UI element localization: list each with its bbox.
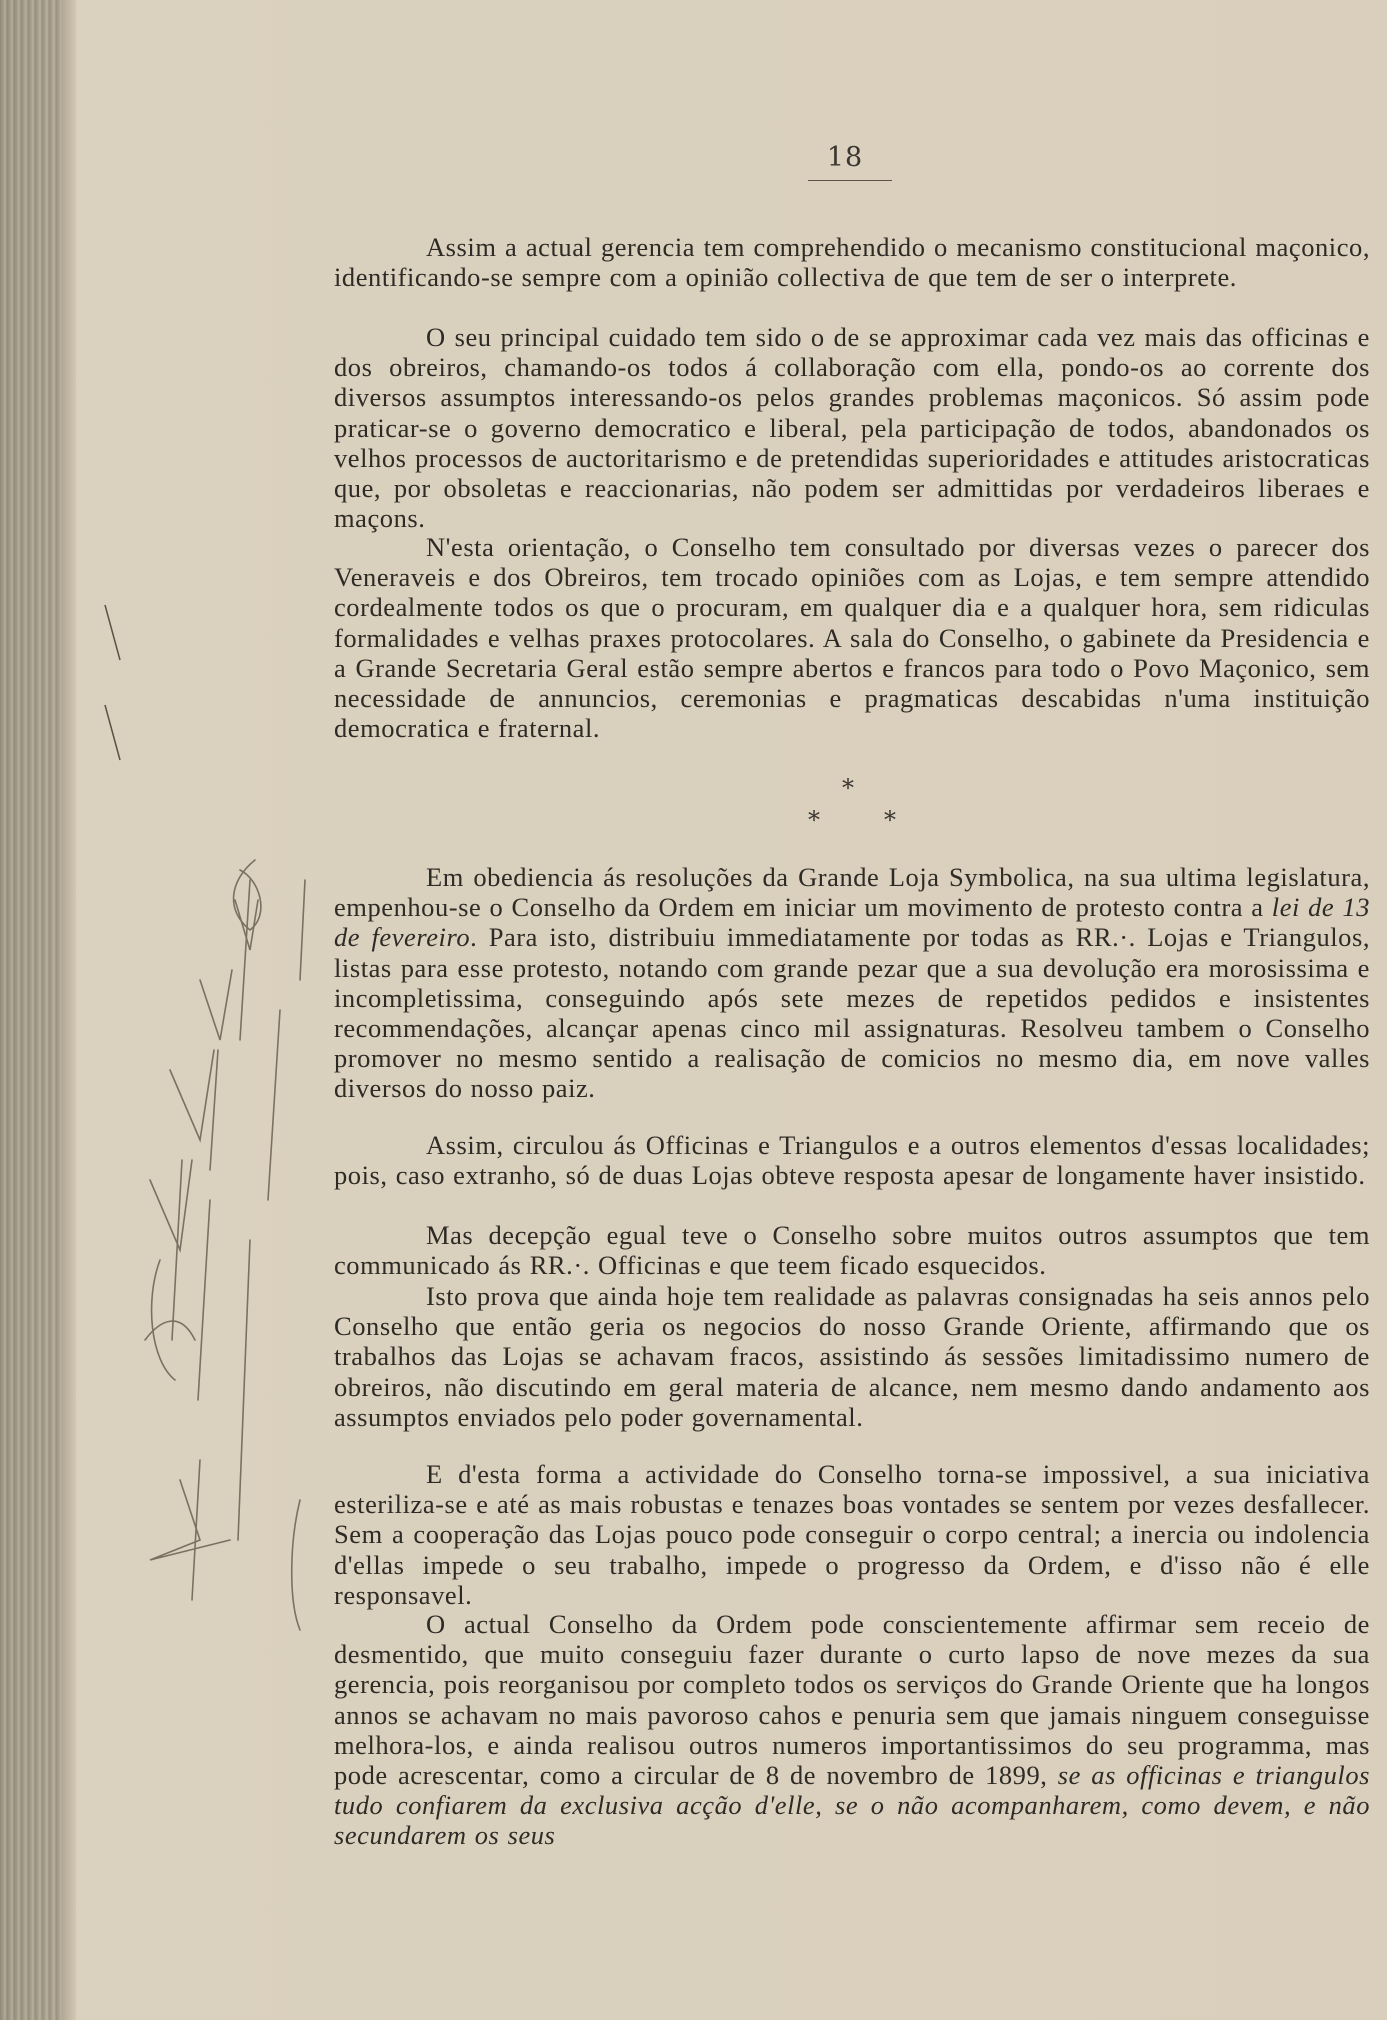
paragraph-orientacao: N'esta orientação, o Conselho tem consultado por diversas vezes o parecer dos Veneraveis e dos Obreiros, tem trocado opiniões com as Lojas, e tem sempre attendido cordealmente todos os que o procuram, em qualquer dia e a qualquer hora, sem ridiculas formalidades e velhas praxes protocolares. A sala do Conselho, o gabinete da Presidencia e a Grande Secretaria Geral estão sempre abertos e francos para todo o Povo Maçonico, sem necessidade de annuncios, ceremonias e pragmaticas descabidas n'uma instituição democratica e fraternal. (334, 532, 1370, 744)
page-number: 18 (826, 142, 864, 173)
asterism-right: * (884, 806, 896, 834)
book-binding (0, 0, 62, 2020)
asterism-left: * (808, 806, 820, 834)
paragraph-circulou: Assim, circulou ás Officinas e Triangulos e a outros elementos d'essas localidades; pois, caso extranho, só de duas Lojas obteve resposta apesar de longamente haver insistido. (334, 1130, 1370, 1191)
paragraph-obediencia (334, 862, 1370, 1104)
paragraph-decepcao: Mas decepção egual teve o Conselho sobre muitos outros assumptos que tem communicado ás RR.·. Officinas e que teem ficado esquecidos. (334, 1220, 1370, 1281)
text-run: Em obediencia ás resoluções da Grande Loja Symbolica, na sua ultima legislatura, empenhou-se o Conselho da Ordem em iniciar um movimento de protesto contra a (334, 862, 1370, 923)
binding-edge (62, 0, 76, 2020)
asterism-top: * (842, 774, 854, 802)
paragraph-gerencia: Assim a actual gerencia tem comprehendido o mecanismo constitucional maçonico, identificando-se sempre com a opinião collectiva de que tem de ser o interprete. (334, 232, 1370, 293)
margin-tick-mark (100, 700, 130, 820)
law-reference: lei de 13 de fevereiro (334, 892, 1371, 953)
text-run: . Para isto, distribuiu immediatamente por todas as RR.·. Lojas e Triangulos, listas para esse protesto, notando com grande pezar que a sua devolução era morosissima e incompletissima, conseguindo após sete mezes de repetidos pedidos e insistentes recommendações, alcançar apenas cinco mil assignaturas. Resolveu tambem o Conselho promover no mesmo sentido a realisação de comicios no mesmo dia, em nove valles diversos do nosso paiz. (334, 922, 1370, 1104)
paragraph-actual-conselho (334, 1609, 1370, 1851)
circular-quote: se as officinas e triangulos tudo confiarem da exclusiva acção d'elle, se o não acompanharem, como devem, e não secundarem os seus (334, 1760, 1370, 1851)
paragraph-isto-prova: Isto prova que ainda hoje tem realidade as palavras consignadas ha seis annos pelo Conselho que então geria os negocios do nosso Grande Oriente, affirmando que os trabalhos das Lojas se achavam fracos, assistindo ás sessões limitadissimo numero de obreiros, não discutindo em geral materia de alcance, nem mesmo dando andamento aos assumptos enviados pelo poder governamental. (334, 1281, 1370, 1432)
paragraph-actividade: E d'esta forma a actividade do Conselho torna-se impossivel, a sua iniciativa esteriliza-se e até as mais robustas e tenazes boas vontades se sentem por vezes desfallecer. Sem a cooperação das Lojas pouco pode conseguir o corpo central; a inercia ou indolencia d'ellas impede o seu trabalho, impede o progresso da Ordem, e d'isso não é elle responsavel. (334, 1459, 1370, 1610)
handwritten-margin-marks (140, 840, 340, 1640)
text-run: O actual Conselho da Ordem pode conscientemente affirmar sem receio de desmentido, que muito conseguiu fazer durante o curto lapso de nove mezes da sua gerencia, pois reorganisou por completo todos os serviços do Grande Oriente que ha longos annos se achavam no mais pavoroso cahos e penuria sem que jamais ninguem conseguisse melhora-los, e ainda realisou outros numeros importantissimos do seu programma, mas pode acrescentar, como a circular de 8 de novembro de 1899, (334, 1609, 1370, 1791)
page-number-rule (808, 180, 892, 181)
paragraph-principal-cuidado: O seu principal cuidado tem sido o de se approximar cada vez mais das officinas e dos obreiros, chamando-os todos á collaboração com ella, pondo-os ao corrente dos diversos assumptos interessando-os pelos grandes problemas maçonicos. Só assim pode praticar-se o governo democratico e liberal, pela participação de todos, abandonados os velhos processos de auctoritarismo e de pretendidas superioridades e attitudes aristocraticas que, por obsoletas e reaccionarias, não podem ser admittidas por verdadeiros liberaes e maçons. (334, 322, 1370, 534)
